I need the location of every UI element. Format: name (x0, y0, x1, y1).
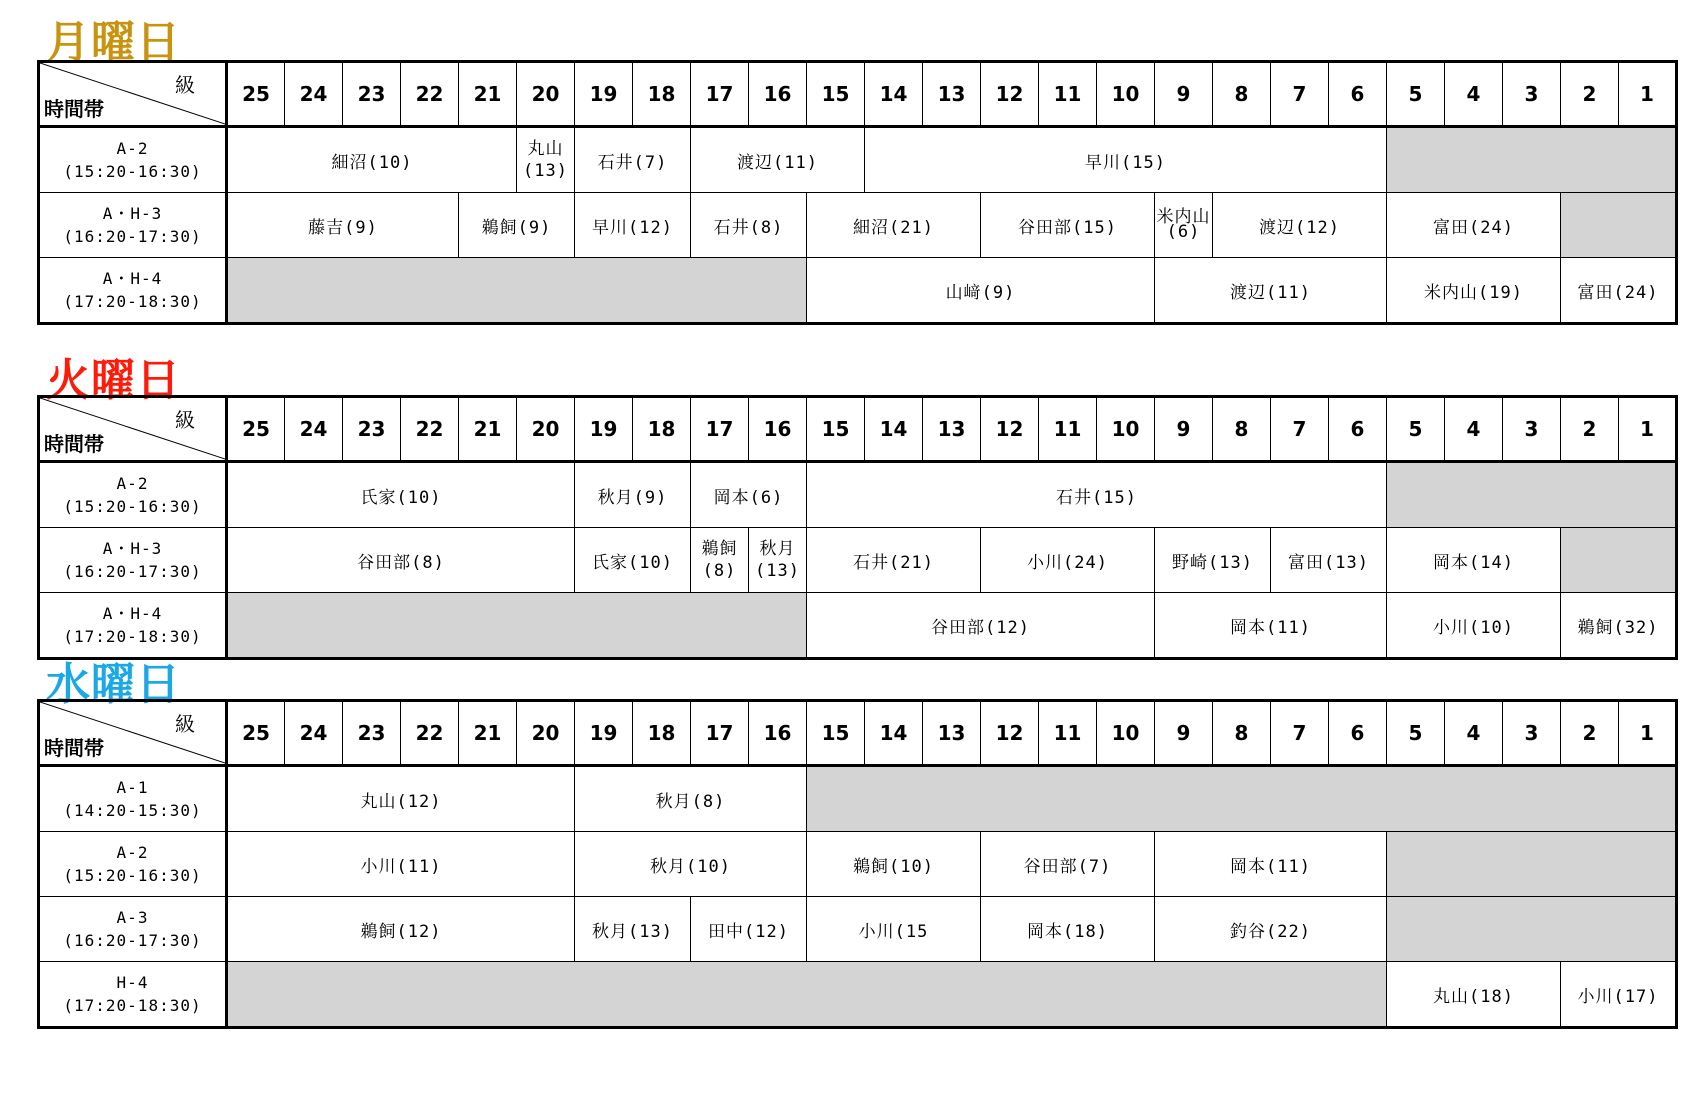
instructor-cell: 富田(24) (1561, 258, 1677, 324)
level-header: 8 (1213, 397, 1271, 462)
level-header: 12 (981, 397, 1039, 462)
level-header: 6 (1329, 701, 1387, 766)
instructor-cell: 小川(10) (1387, 593, 1561, 659)
level-header: 23 (343, 701, 401, 766)
instructor-cell: 渡辺(12) (1213, 193, 1387, 258)
day-title: 月曜日 (46, 17, 181, 68)
slot-time: (16:20-17:30) (63, 931, 202, 950)
time-slot-cell (39, 462, 227, 528)
level-header: 23 (343, 62, 401, 127)
level-header: 21 (459, 62, 517, 127)
instructor-cell: 石井(8) (691, 193, 807, 258)
instructor-cell: 鵜飼(32) (1561, 593, 1677, 659)
instructor-cell: 秋月(8) (575, 766, 807, 832)
table-row (39, 962, 1677, 1028)
level-header: 25 (227, 397, 285, 462)
instructor-cell: 丸山 (13) (517, 127, 575, 193)
level-header: 10 (1097, 397, 1155, 462)
level-header: 24 (285, 62, 343, 127)
header-row (39, 397, 1677, 462)
unavailable-cell (1561, 528, 1677, 593)
level-header: 16 (749, 701, 807, 766)
slot-time: (17:20-18:30) (63, 627, 202, 646)
slot-time: (15:20-16:30) (63, 497, 202, 516)
level-header: 12 (981, 62, 1039, 127)
instructor-cell: 田中(12) (691, 897, 807, 962)
level-header: 19 (575, 397, 633, 462)
slot-time: (17:20-18:30) (63, 996, 202, 1015)
header-row (39, 701, 1677, 766)
level-header: 1 (1619, 62, 1677, 127)
level-header: 5 (1387, 397, 1445, 462)
level-header: 13 (923, 62, 981, 127)
time-slot-cell (39, 127, 227, 193)
instructor-cell: 鵜飼(12) (227, 897, 575, 962)
instructor-cell: 小川(24) (981, 528, 1155, 593)
time-slot-cell (39, 193, 227, 258)
table-row (39, 766, 1677, 832)
header-row (39, 62, 1677, 127)
level-header: 3 (1503, 701, 1561, 766)
instructor-cell: 岡本(6) (691, 462, 807, 528)
level-header: 5 (1387, 701, 1445, 766)
instructor-cell: 谷田部(8) (227, 528, 575, 593)
instructor-cell: 秋月 (13) (749, 528, 807, 593)
slot-time: (16:20-17:30) (63, 562, 202, 581)
level-header: 14 (865, 62, 923, 127)
table-row (39, 462, 1677, 528)
level-header: 22 (401, 62, 459, 127)
instructor-cell: 鵜飼 (8) (691, 528, 749, 593)
level-header: 17 (691, 397, 749, 462)
level-header: 21 (459, 397, 517, 462)
table-row (39, 897, 1677, 962)
instructor-cell: 岡本(11) (1155, 832, 1387, 897)
instructor-cell: 谷田部(12) (807, 593, 1155, 659)
level-header: 4 (1445, 62, 1503, 127)
level-header: 12 (981, 701, 1039, 766)
schedule-table (37, 395, 1678, 660)
level-header: 11 (1039, 62, 1097, 127)
unavailable-cell (227, 258, 807, 324)
instructor-cell: 渡辺(11) (1155, 258, 1387, 324)
time-slot-label: 時間帯 (44, 97, 104, 121)
instructor-cell: 氏家(10) (227, 462, 575, 528)
instructor-cell: 野崎(13) (1155, 528, 1271, 593)
instructor-cell: 小川(17) (1561, 962, 1677, 1028)
instructor-cell: 岡本(14) (1387, 528, 1561, 593)
level-header: 11 (1039, 397, 1097, 462)
table-row (39, 127, 1677, 193)
slot-code: A・H-4 (102, 269, 163, 288)
slot-code: A-2 (116, 474, 149, 493)
instructor-cell: 谷田部(15) (981, 193, 1155, 258)
level-header: 1 (1619, 701, 1677, 766)
level-header: 2 (1561, 397, 1619, 462)
instructor-cell: 早川(15) (865, 127, 1387, 193)
time-slot-cell (39, 766, 227, 832)
slot-time: (15:20-16:30) (63, 866, 202, 885)
level-header: 7 (1271, 62, 1329, 127)
instructor-cell: 細沼(21) (807, 193, 981, 258)
table-row (39, 193, 1677, 258)
table-row (39, 258, 1677, 324)
time-slot-cell (39, 897, 227, 962)
level-header: 20 (517, 397, 575, 462)
level-header: 7 (1271, 397, 1329, 462)
slot-code: A-2 (116, 843, 149, 862)
level-header: 24 (285, 397, 343, 462)
level-header: 9 (1155, 397, 1213, 462)
level-header: 19 (575, 701, 633, 766)
time-slot-cell (39, 962, 227, 1028)
time-slot-label: 時間帯 (44, 736, 104, 760)
day-title: 火曜日 (46, 355, 181, 406)
instructor-cell: 秋月(9) (575, 462, 691, 528)
instructor-cell: 米内山(19) (1387, 258, 1561, 324)
instructor-cell: 小川(11) (227, 832, 575, 897)
instructor-cell: 岡本(11) (1155, 593, 1387, 659)
level-header: 22 (401, 701, 459, 766)
level-header: 14 (865, 701, 923, 766)
instructor-cell: 富田(24) (1387, 193, 1561, 258)
unavailable-cell (1387, 127, 1677, 193)
level-header: 13 (923, 701, 981, 766)
time-slot-cell (39, 832, 227, 897)
unavailable-cell (1561, 193, 1677, 258)
unavailable-cell (227, 593, 807, 659)
level-header: 25 (227, 62, 285, 127)
unavailable-cell (1387, 462, 1677, 528)
instructor-cell: 藤吉(9) (227, 193, 459, 258)
level-header: 10 (1097, 62, 1155, 127)
level-header: 21 (459, 701, 517, 766)
slot-code: A-1 (116, 778, 149, 797)
slot-time: (16:20-17:30) (63, 227, 202, 246)
instructor-cell: 丸山(18) (1387, 962, 1561, 1028)
schedule-table (37, 699, 1678, 1029)
instructor-cell: 石井(7) (575, 127, 691, 193)
instructor-cell: 秋月(13) (575, 897, 691, 962)
table-row (39, 832, 1677, 897)
level-header: 15 (807, 397, 865, 462)
instructor-cell: 秋月(10) (575, 832, 807, 897)
level-header: 17 (691, 701, 749, 766)
level-header: 4 (1445, 397, 1503, 462)
level-header: 17 (691, 62, 749, 127)
schedule-table (37, 60, 1678, 325)
level-header: 1 (1619, 397, 1677, 462)
level-header: 16 (749, 62, 807, 127)
instructor-cell: 早川(12) (575, 193, 691, 258)
level-header: 15 (807, 62, 865, 127)
instructor-cell: 富田(13) (1271, 528, 1387, 593)
level-header: 16 (749, 397, 807, 462)
level-header: 4 (1445, 701, 1503, 766)
level-header: 3 (1503, 62, 1561, 127)
instructor-cell: 釣谷(22) (1155, 897, 1387, 962)
level-header: 23 (343, 397, 401, 462)
unavailable-cell (1387, 832, 1677, 897)
instructor-cell: 米内山 (6) (1155, 193, 1213, 258)
slot-code: H-4 (116, 973, 149, 992)
kyu-label: 級 (175, 408, 195, 432)
level-header: 18 (633, 397, 691, 462)
level-header: 15 (807, 701, 865, 766)
level-header: 13 (923, 397, 981, 462)
level-header: 11 (1039, 701, 1097, 766)
corner-cell (39, 397, 227, 462)
level-header: 2 (1561, 62, 1619, 127)
slot-time: (14:20-15:30) (63, 801, 202, 820)
level-header: 10 (1097, 701, 1155, 766)
instructor-cell: 石井(15) (807, 462, 1387, 528)
level-header: 18 (633, 701, 691, 766)
level-header: 6 (1329, 62, 1387, 127)
unavailable-cell (227, 962, 1387, 1028)
slot-code: A・H-4 (102, 604, 163, 623)
level-header: 9 (1155, 62, 1213, 127)
slot-code: A・H-3 (102, 204, 163, 223)
slot-code: A-2 (116, 139, 149, 158)
time-slot-cell (39, 258, 227, 324)
level-header: 14 (865, 397, 923, 462)
time-slot-label: 時間帯 (44, 432, 104, 456)
table-row (39, 528, 1677, 593)
kyu-label: 級 (175, 73, 195, 97)
level-header: 3 (1503, 397, 1561, 462)
corner-cell (39, 62, 227, 127)
level-header: 8 (1213, 62, 1271, 127)
slot-code: A-3 (116, 908, 149, 927)
instructor-cell: 石井(21) (807, 528, 981, 593)
kyu-label: 級 (175, 712, 195, 736)
level-header: 2 (1561, 701, 1619, 766)
slot-time: (15:20-16:30) (63, 162, 202, 181)
slot-time: (17:20-18:30) (63, 292, 202, 311)
time-slot-cell (39, 528, 227, 593)
level-header: 9 (1155, 701, 1213, 766)
day-title: 水曜日 (46, 659, 181, 710)
instructor-cell: 丸山(12) (227, 766, 575, 832)
instructor-cell: 渡辺(11) (691, 127, 865, 193)
level-header: 6 (1329, 397, 1387, 462)
instructor-cell: 岡本(18) (981, 897, 1155, 962)
level-header: 22 (401, 397, 459, 462)
instructor-cell: 細沼(10) (227, 127, 517, 193)
slot-code: A・H-3 (102, 539, 163, 558)
level-header: 19 (575, 62, 633, 127)
instructor-cell: 氏家(10) (575, 528, 691, 593)
instructor-cell: 鵜飼(10) (807, 832, 981, 897)
level-header: 7 (1271, 701, 1329, 766)
level-header: 18 (633, 62, 691, 127)
level-header: 20 (517, 701, 575, 766)
unavailable-cell (807, 766, 1677, 832)
level-header: 20 (517, 62, 575, 127)
instructor-cell: 鵜飼(9) (459, 193, 575, 258)
level-header: 5 (1387, 62, 1445, 127)
instructor-cell: 谷田部(7) (981, 832, 1155, 897)
table-row (39, 593, 1677, 659)
instructor-cell: 小川(15 (807, 897, 981, 962)
unavailable-cell (1387, 897, 1677, 962)
level-header: 25 (227, 701, 285, 766)
instructor-cell: 山﨑(9) (807, 258, 1155, 324)
corner-cell (39, 701, 227, 766)
level-header: 24 (285, 701, 343, 766)
level-header: 8 (1213, 701, 1271, 766)
